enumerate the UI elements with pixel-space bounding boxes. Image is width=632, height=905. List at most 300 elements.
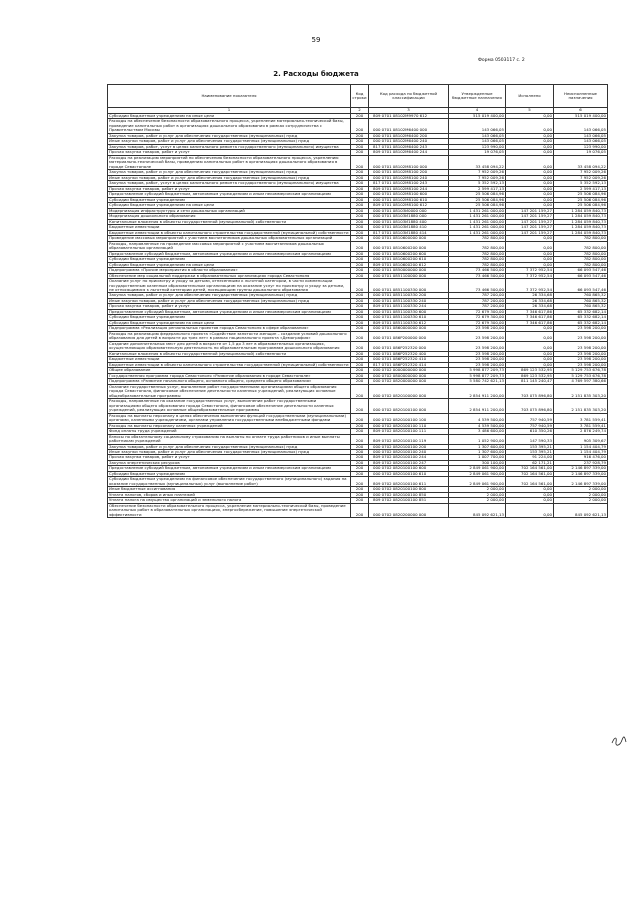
row-budget-code: 000 0701 0810600200 000 <box>369 241 449 251</box>
row-line-code: 200 <box>351 326 369 331</box>
row-approved: 72 679 300,00 <box>449 315 506 320</box>
row-budget-code: 000 0701 0860000000 000 <box>369 326 449 331</box>
row-budget-code: 000 0701 0810600200 600 <box>369 251 449 256</box>
table-row <box>108 241 608 251</box>
row-executed: 0,00 <box>506 503 554 517</box>
row-line-code: 200 <box>351 379 369 384</box>
row-unexecuted: 65 332 682,14 <box>554 309 608 314</box>
row-name: Прочая закупка товаров, работ и услуг <box>108 455 351 460</box>
row-budget-code: 809 0701 08102М8100 244 <box>369 186 449 191</box>
row-line-code: 200 <box>351 262 369 267</box>
row-line-code: 200 <box>351 498 369 503</box>
row-executed: 0,00 <box>506 203 554 208</box>
row-approved: 2 854 911 200,00 <box>449 384 506 398</box>
row-executed: 0,00 <box>506 498 554 503</box>
row-approved: 25 506 084,96 <box>449 192 506 197</box>
row-executed: 0,00 <box>506 262 554 267</box>
row-name: Подпрограмма «Развитие начального общего, основного общего, среднего общего образования» <box>108 379 351 384</box>
row-executed: 811 145 240,47 <box>506 379 554 384</box>
row-executed: 0,00 <box>506 487 554 492</box>
row-budget-code: 000 0701 086Р252320 400 <box>369 351 449 356</box>
row-executed: 0,00 <box>506 197 554 202</box>
row-unexecuted: 7 952 009,26 <box>554 170 608 175</box>
row-unexecuted: 5 129 753 676,78 <box>554 373 608 378</box>
row-executed: 702 164 561,00 <box>506 477 554 487</box>
row-budget-code: 000 0701 08103И0000 000 <box>369 208 449 213</box>
row-line-code: 200 <box>351 368 369 373</box>
row-line-code: 200 <box>351 298 369 303</box>
table-body <box>108 114 608 518</box>
row-executed: 757 940,59 <box>506 423 554 428</box>
row-executed: 0,00 <box>506 362 554 367</box>
row-unexecuted: 782 800,00 <box>554 251 608 256</box>
row-approved: 5 998 877 209,73 <box>449 373 506 378</box>
row-budget-code: 000 0701 0851100330 000 <box>369 279 449 293</box>
row-line-code: 200 <box>351 144 369 149</box>
row-executed: 0,00 <box>506 186 554 191</box>
row-approved: 845 092 621,13 <box>449 503 506 517</box>
row-budget-code: 000 0702 0820100100 610 <box>369 471 449 476</box>
row-unexecuted: 2 876 249,74 <box>554 429 608 434</box>
row-executed: 0,00 <box>506 492 554 497</box>
row-line-code: 200 <box>351 181 369 186</box>
row-budget-code: 000 0702 0820200000 000 <box>369 503 449 517</box>
row-unexecuted: 237 928,79 <box>554 460 608 465</box>
row-unexecuted: 1 284 059 840,73 <box>554 230 608 235</box>
row-name: Взносы по обязательному социальному страхованию на выплаты по оплате труда работников и иные выплаты работникам учреждений <box>108 434 351 444</box>
row-name: Иные закупки товаров, работ и услуг для обеспечения государственных (муниципальных) нужд <box>108 175 351 180</box>
row-approved: 782 800,00 <box>449 251 506 256</box>
row-budget-code: 000 0702 0800000000 000 <box>369 373 449 378</box>
row-line-code: 200 <box>351 351 369 356</box>
row-approved: 23 598 200,00 <box>449 326 506 331</box>
row-executed: 26 334,68 <box>506 304 554 309</box>
row-unexecuted: 65 332 682,14 <box>554 315 608 320</box>
row-approved: 23 598 200,00 <box>449 331 506 341</box>
row-name: Субсидии бюджетным учреждениям <box>108 315 351 320</box>
row-budget-code: 809 0702 0820100100 111 <box>369 429 449 434</box>
column-number: 2 <box>351 108 369 114</box>
table-row <box>108 279 608 293</box>
row-unexecuted: 33 458 094,22 <box>554 155 608 169</box>
row-unexecuted: 7 952 009,26 <box>554 175 608 180</box>
table-row <box>108 384 608 398</box>
row-name: Иные бюджетные ассигнования <box>108 487 351 492</box>
row-approved: 73 466 500,00 <box>449 279 506 293</box>
row-budget-code: 000 0702 0820100100 110 <box>369 423 449 428</box>
row-line-code: 200 <box>351 429 369 434</box>
row-executed: 62 171,21 <box>506 460 554 465</box>
row-name: Закупка товаров, работ и услуг для обеспечения государственных (муниципальных) нужд <box>108 444 351 449</box>
row-budget-code: 000 0702 0820100100 200 <box>369 444 449 449</box>
row-approved: 4 539 500,00 <box>449 413 506 423</box>
row-approved: 72 679 300,00 <box>449 309 506 314</box>
section-title: 2. Расходы бюджета <box>273 70 359 78</box>
row-approved: 787 200,00 <box>449 298 506 303</box>
row-name: Субсидии бюджетным учреждениям на иные цели <box>108 203 351 208</box>
row-line-code: 200 <box>351 293 369 298</box>
row-approved: 1 307 600,00 <box>449 450 506 455</box>
row-unexecuted: 66 093 547,46 <box>554 273 608 278</box>
row-name: Закупка товаров, работ и услуг для обеспечения государственных (муниципальных) нужд <box>108 170 351 175</box>
row-name: Субсидии бюджетным учреждениям на финансовое обеспечение государственного (муниципального) задания на оказание государственных (муниципальных) услуг (выполнение работ) <box>108 477 351 487</box>
table-row <box>108 219 608 224</box>
row-executed: 0,00 <box>506 257 554 262</box>
row-budget-code: 000 0701 0851100330 200 <box>369 293 449 298</box>
row-name: Иные закупки товаров, работ и услуг для обеспечения государственных (муниципальных) нужд <box>108 450 351 455</box>
row-unexecuted: 760 865,32 <box>554 304 608 309</box>
row-unexecuted: 5 129 753 676,78 <box>554 368 608 373</box>
row-budget-code: 000 0702 0820100100 800 <box>369 487 449 492</box>
row-unexecuted: 916 476,00 <box>554 455 608 460</box>
row-approved: 515 019 400,00 <box>449 114 506 119</box>
row-unexecuted: 23 598 200,00 <box>554 326 608 331</box>
row-unexecuted: 143 066,05 <box>554 133 608 138</box>
table-row <box>108 399 608 413</box>
row-line-code: 200 <box>351 466 369 471</box>
row-approved: 4 539 500,00 <box>449 423 506 428</box>
table-row <box>108 466 608 471</box>
row-executed: 702 164 561,00 <box>506 466 554 471</box>
row-approved: 1 307 600,00 <box>449 444 506 449</box>
row-budget-code: 000 0701 08102М8100 000 <box>369 155 449 169</box>
row-name: Прочая закупка товаров, работ и услуг <box>108 150 351 155</box>
row-unexecuted: 1 284 059 840,73 <box>554 225 608 230</box>
row-line-code: 200 <box>351 150 369 155</box>
row-line-code: 200 <box>351 434 369 444</box>
page-number: 59 <box>311 36 321 44</box>
row-executed: 7 372 952,54 <box>506 279 554 293</box>
row-approved: 143 066,05 <box>449 119 506 133</box>
row-budget-code: 809 0702 0820100100 119 <box>369 434 449 444</box>
table-row <box>108 450 608 455</box>
row-executed: 153 395,21 <box>506 450 554 455</box>
row-budget-code: 000 0701 0851100330 600 <box>369 309 449 314</box>
row-unexecuted: 123 990,00 <box>554 144 608 149</box>
row-name: Субсидии бюджетным учреждениям на иные цели <box>108 320 351 325</box>
header-unexecuted: Неисполненные назначения <box>554 85 608 108</box>
row-budget-code: 809 0702 0820100100 611 <box>369 477 449 487</box>
row-budget-code: 000 0702 0820100100 000 <box>369 399 449 413</box>
row-name: Субсидии бюджетным учреждениям <box>108 471 351 476</box>
table-row <box>108 208 608 213</box>
row-name: Закупка товаров, работ, услуг в целях капитального ремонта государственного (муниципального) имущества <box>108 144 351 149</box>
row-line-code: 200 <box>351 230 369 235</box>
row-executed: 7 346 617,86 <box>506 315 554 320</box>
row-name: Предоставление субсидий бюджетным, автономным учреждениям и иным некоммерческим организациям <box>108 309 351 314</box>
row-name: Модернизация инфраструктуры и сети дошкольных организаций <box>108 208 351 213</box>
row-approved: 2 849 061 900,00 <box>449 466 506 471</box>
row-name: Расходы на реализацию федерального проекта «Содействие занятости женщин – создание условий дошкольного образования для детей в возрасте до трех лет» в рамках национального проекта «Демография» <box>108 331 351 341</box>
row-line-code: 200 <box>351 444 369 449</box>
row-approved: 1 431 261 000,00 <box>449 230 506 235</box>
row-line-code: 200 <box>351 155 369 169</box>
row-name: Бюджетные инвестиции в объекты капитального строительства государственной (муниципальной) собственности <box>109 230 349 235</box>
row-approved: 72 679 300,00 <box>449 320 506 325</box>
table-row <box>108 230 608 235</box>
row-line-code: 200 <box>351 423 369 428</box>
row-approved: 2 849 061 900,00 <box>449 471 506 476</box>
row-budget-code: 000 0701 08102М8100 240 <box>369 175 449 180</box>
row-budget-code: 817 0701 08103И1880 414 <box>369 230 449 235</box>
row-unexecuted: 1 284 059 840,73 <box>554 219 608 224</box>
row-executed: 869 123 532,95 <box>506 373 554 378</box>
row-approved: 23 598 200,00 <box>449 357 506 362</box>
row-approved: 1 431 261 000,00 <box>449 208 506 213</box>
row-approved: 33 458 094,22 <box>449 155 506 169</box>
row-approved: 5 998 877 209,73 <box>449 368 506 373</box>
column-number: 3 <box>369 108 449 114</box>
table-header-row <box>108 85 608 108</box>
header-line-code: Код строки <box>351 85 369 108</box>
row-budget-code: 000 0701 0851100330 610 <box>369 315 449 320</box>
row-line-code: 200 <box>351 320 369 325</box>
table-row <box>108 155 608 169</box>
row-approved: 2 849 061 900,00 <box>449 477 506 487</box>
row-unexecuted: 2 146 897 339,00 <box>554 471 608 476</box>
row-approved: 2 854 911 200,00 <box>449 399 506 413</box>
header-name: Наименование показателя <box>108 85 351 108</box>
row-unexecuted: 143 066,05 <box>554 139 608 144</box>
row-name: Прочая закупка товаров, работ и услуг <box>108 186 351 191</box>
row-name: Закупка товаров, работ и услуг для обеспечения государственных (муниципальных) нужд <box>108 293 351 298</box>
row-name: Оказание государственных услуг, выполнение работ государственными организациями общего образования города Севастополя, финансовое обеспечение деятельности казенных учреждений, реализующих основные общеобразовательные программы <box>108 384 351 398</box>
row-line-code: 200 <box>351 357 369 362</box>
row-executed: 147 201 159,27 <box>506 230 554 235</box>
row-unexecuted: 23 598 200,00 <box>554 351 608 356</box>
row-unexecuted: 25 506 084,96 <box>554 203 608 208</box>
row-approved: 23 598 200,00 <box>449 351 506 356</box>
row-budget-code: 809 0701 08102М8100 612 <box>369 203 449 208</box>
table-row <box>108 273 608 278</box>
row-line-code: 200 <box>351 268 369 273</box>
table-row <box>108 214 608 219</box>
row-executed: 0,00 <box>506 181 554 186</box>
row-name: Оказание услуг по присмотру и уходу за детьми, отнесенными к льготной категории, в части компенсации государственным казенным образовательным организациям на оказание услуг по присмотру и уходу за детьми, не относящимися к льготной категории детей, посещающим группы дошкольного образования <box>108 279 351 293</box>
row-name: Расходы, направленные на проведение массовых мероприятий с участием воспитанников дошкольных образовательных организаций <box>108 241 351 251</box>
row-name: Закупка энергетических ресурсов <box>108 460 351 465</box>
row-name: Бюджетные инвестиции <box>108 225 351 230</box>
row-approved: 5 352 592,13 <box>449 181 506 186</box>
row-line-code: 200 <box>351 492 369 497</box>
row-budget-code: 809 0701 08102М6400 244 <box>369 150 449 155</box>
row-name: Расходы на выплаты персоналу казенных учреждений <box>108 423 351 428</box>
row-approved: 19 076,05 <box>449 150 506 155</box>
row-unexecuted: 1 284 059 840,73 <box>554 208 608 213</box>
header-approved: Утвержденные бюджетные назначения <box>449 85 506 108</box>
row-executed: 703 075 896,80 <box>506 399 554 413</box>
table-row <box>108 444 608 449</box>
row-line-code: 200 <box>351 413 369 423</box>
row-unexecuted: 66 093 547,46 <box>554 268 608 273</box>
row-line-code: 200 <box>351 273 369 278</box>
row-budget-code: 000 0702 0820100100 240 <box>369 450 449 455</box>
row-line-code: 200 <box>351 341 369 351</box>
row-budget-code: 817 0701 08102М8100 243 <box>369 181 449 186</box>
table-row <box>108 455 608 460</box>
row-executed: 0,00 <box>506 351 554 356</box>
row-unexecuted: 1 284 059 840,73 <box>554 214 608 219</box>
row-executed: 7 372 952,54 <box>506 268 554 273</box>
row-line-code: 200 <box>351 399 369 413</box>
row-name: Бюджетные инвестиции в объекты капитального строительства государственной (муниципальной) собственности <box>109 362 349 367</box>
row-executed: 0,00 <box>506 170 554 175</box>
row-approved: 2 000,00 <box>449 498 506 503</box>
row-approved: 73 466 500,00 <box>449 268 506 273</box>
row-unexecuted: 23 598 200,00 <box>554 357 608 362</box>
row-approved: 1 431 261 000,00 <box>449 219 506 224</box>
row-budget-code: 809 0702 0820100100 851 <box>369 498 449 503</box>
row-line-code: 200 <box>351 455 369 460</box>
row-line-code: 200 <box>351 236 369 241</box>
row-line-code: 200 <box>351 133 369 138</box>
row-budget-code: 000 0701 08103И1880 400 <box>369 219 449 224</box>
table-row <box>108 309 608 314</box>
row-approved: 787 200,00 <box>449 293 506 298</box>
table-row <box>108 331 608 341</box>
column-number: 6 <box>554 108 608 114</box>
row-approved: 2 000,00 <box>449 487 506 492</box>
row-line-code: 200 <box>351 373 369 378</box>
handwritten-mark <box>610 734 628 748</box>
row-unexecuted: 2 146 897 339,00 <box>554 477 608 487</box>
row-name: Государственная программа города Севастополя «Развитие образования в городе Севастополе» <box>108 373 351 378</box>
row-executed: 7 372 952,54 <box>506 273 554 278</box>
row-name: Закупка товаров, работ, услуг в целях капитального ремонта государственного (муниципального) имущества <box>108 181 351 186</box>
row-budget-code: 000 0701 08102М8100 200 <box>369 170 449 175</box>
row-executed: 7 346 617,86 <box>506 320 554 325</box>
row-line-code: 200 <box>351 251 369 256</box>
row-executed: 0,00 <box>506 114 554 119</box>
table-row <box>108 477 608 487</box>
table-row <box>108 413 608 423</box>
row-name: Субсидии бюджетным учреждениям на иные цели <box>108 114 351 119</box>
row-budget-code: 000 0701 08103И1880 410 <box>369 225 449 230</box>
row-executed: 26 334,68 <box>506 293 554 298</box>
row-executed: 0,00 <box>506 150 554 155</box>
row-executed: 0,00 <box>506 175 554 180</box>
row-line-code: 200 <box>351 219 369 224</box>
row-name: Подпрограмма «Прочие мероприятия в области образования» <box>108 268 351 273</box>
row-unexecuted: 760 865,32 <box>554 293 608 298</box>
row-unexecuted: 2 146 897 339,00 <box>554 466 608 471</box>
row-executed: 0,00 <box>506 357 554 362</box>
table-row <box>108 471 608 476</box>
row-name: Общее образование <box>108 368 351 373</box>
row-approved: 2 000,00 <box>449 492 506 497</box>
row-line-code: 200 <box>351 175 369 180</box>
row-name: Прочая закупка товаров, работ и услуг <box>108 304 351 309</box>
row-executed: 147 590,33 <box>506 434 554 444</box>
row-unexecuted: 782 800,00 <box>554 262 608 267</box>
row-unexecuted: 1 154 404,79 <box>554 450 608 455</box>
row-approved: 25 506 084,96 <box>449 197 506 202</box>
row-executed: 0,00 <box>506 326 554 331</box>
row-unexecuted: 5 352 592,13 <box>554 181 608 186</box>
row-approved: 143 066,05 <box>449 133 506 138</box>
row-approved: 1 431 261 000,00 <box>449 214 506 219</box>
row-budget-code: 000 0701 086Р252320 000 <box>369 341 449 351</box>
row-line-code: 200 <box>351 487 369 492</box>
row-unexecuted: 143 066,05 <box>554 119 608 133</box>
row-name: Иные закупки товаров, работ и услуг для обеспечения государственных (муниципальных) нужд <box>108 139 351 144</box>
row-budget-code: 817 0701 086Р252320 414 <box>369 362 449 367</box>
row-approved: 7 952 009,26 <box>449 170 506 175</box>
row-unexecuted: 23 598 200,00 <box>554 362 608 367</box>
row-budget-code: 000 0701 0851100330 240 <box>369 298 449 303</box>
row-line-code: 200 <box>351 186 369 191</box>
row-unexecuted: 3 781 559,41 <box>554 413 608 423</box>
row-line-code: 200 <box>351 225 369 230</box>
row-approved: 7 952 009,26 <box>449 175 506 180</box>
row-approved: 5 580 742 621,13 <box>449 379 506 384</box>
row-name: Предоставление субсидий бюджетным, автономным учреждениям и иным некоммерческим организациям <box>108 192 351 197</box>
row-line-code: 200 <box>351 279 369 293</box>
expenses-table <box>107 84 608 518</box>
row-approved: 300 100,00 <box>449 460 506 465</box>
row-unexecuted: 19 076,05 <box>554 150 608 155</box>
row-budget-code: 000 0701 08102М6400 240 <box>369 139 449 144</box>
row-unexecuted: 2 000,00 <box>554 492 608 497</box>
row-line-code: 200 <box>351 471 369 476</box>
row-line-code: 200 <box>351 362 369 367</box>
column-number: 1 <box>108 108 351 114</box>
row-name: Обеспечение мер социальной поддержки в образовательных организациях города Севастополя <box>108 273 351 278</box>
row-budget-code: 000 0701 08102М6400 200 <box>369 133 449 138</box>
row-budget-code: 817 0701 08102М6400 243 <box>369 144 449 149</box>
row-unexecuted: 23 598 200,00 <box>554 341 608 351</box>
row-name: Предоставление субсидий бюджетным, автономным учреждениям и иным некоммерческим организациям <box>108 466 351 471</box>
row-line-code: 200 <box>351 309 369 314</box>
row-line-code: 200 <box>351 170 369 175</box>
row-line-code: 200 <box>351 119 369 133</box>
row-line-code: 200 <box>351 477 369 487</box>
row-budget-code: 000 0701 0810600000 000 <box>369 236 449 241</box>
row-name: Субсидии бюджетным учреждениям на иные цели <box>108 262 351 267</box>
row-name: Закупка товаров, работ и услуг для обеспечения государственных (муниципальных) нужд <box>108 133 351 138</box>
row-unexecuted: 782 800,00 <box>554 241 608 251</box>
row-executed: 0,00 <box>506 144 554 149</box>
row-unexecuted: 2 000,00 <box>554 498 608 503</box>
row-unexecuted: 782 800,00 <box>554 236 608 241</box>
table-row <box>108 298 608 303</box>
row-executed: 153 395,21 <box>506 444 554 449</box>
row-line-code: 200 <box>351 460 369 465</box>
row-name: Субсидии бюджетным учреждениям <box>108 197 351 202</box>
row-approved: 1 007 700,00 <box>449 455 506 460</box>
row-name: Фонд оплаты труда учреждений <box>108 429 351 434</box>
row-name: Создание дополнительных мест для детей в возрасте от 1,5 до 3 лет в образовательных организациях, осуществляющих образовательную деятельность по образовательным программам дошкольного образования <box>108 341 351 351</box>
table-row <box>108 341 608 351</box>
row-line-code: 200 <box>351 241 369 251</box>
row-name: Модернизация дошкольного образования <box>108 214 351 219</box>
row-executed: 147 201 159,27 <box>506 219 554 224</box>
row-executed: 0,00 <box>506 341 554 351</box>
row-executed: 0,00 <box>506 119 554 133</box>
row-approved: 143 066,05 <box>449 139 506 144</box>
column-number: 4 <box>449 108 506 114</box>
row-line-code: 200 <box>351 114 369 119</box>
row-name: Подпрограмма «Реализация региональных проектов города Севастополя в сфере образования» <box>108 326 351 331</box>
row-approved: 1 052 900,00 <box>449 434 506 444</box>
row-line-code: 200 <box>351 384 369 398</box>
row-executed: 147 201 159,27 <box>506 208 554 213</box>
row-budget-code: 000 0702 0000000000 000 <box>369 368 449 373</box>
row-unexecuted: 760 865,32 <box>554 298 608 303</box>
row-executed: 91 224,00 <box>506 455 554 460</box>
row-budget-code: 809 0702 0820100100 247 <box>369 460 449 465</box>
row-unexecuted: 25 506 084,96 <box>554 197 608 202</box>
